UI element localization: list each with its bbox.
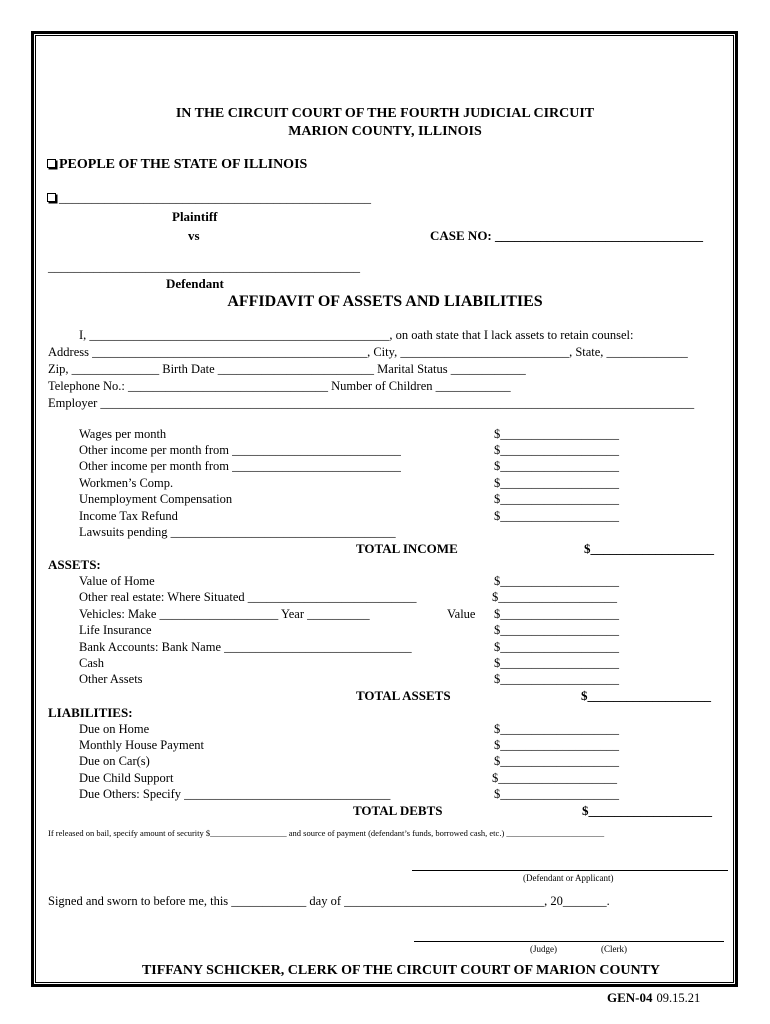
total-assets-field[interactable]: $___________________ <box>581 688 711 703</box>
liability-amount-field[interactable]: $___________________ <box>494 787 619 801</box>
other-plaintiff-field[interactable]: ________________________________________________ <box>59 190 371 205</box>
asset-amount-field[interactable]: $___________________ <box>494 623 619 637</box>
income-amount-field[interactable]: $___________________ <box>494 459 619 473</box>
asset-item: Cash <box>79 656 104 670</box>
asset-amount-field[interactable]: $___________________ <box>494 672 619 686</box>
people-label: PEOPLE OF THE STATE OF ILLINOIS <box>59 157 308 172</box>
assets-heading: ASSETS: <box>48 557 101 572</box>
asset-amount-field[interactable]: $___________________ <box>494 574 619 588</box>
oath-line[interactable]: I, ________________________________________________, on oath state that I lack assets to retain counsel: <box>79 328 634 342</box>
liabilities-heading: LIABILITIES: <box>48 705 133 720</box>
liability-item: Monthly House Payment <box>79 738 204 752</box>
defendant-signature-line[interactable] <box>412 870 728 871</box>
vs-label: vs <box>188 228 200 243</box>
form-date: 09.15.21 <box>656 991 701 1005</box>
asset-item[interactable]: Bank Accounts: Bank Name ______________________________ <box>79 640 412 654</box>
judge-signature-line[interactable] <box>414 941 724 942</box>
defendant-field[interactable]: ________________________________________________ <box>48 259 360 274</box>
income-amount-field[interactable]: $___________________ <box>494 492 619 506</box>
total-income-field[interactable]: $___________________ <box>584 541 714 556</box>
liability-amount-field[interactable]: $___________________ <box>492 771 617 785</box>
income-item: Unemployment Compensation <box>79 492 233 506</box>
asset-item: Life Insurance <box>79 623 152 637</box>
checkbox-people[interactable] <box>47 159 56 168</box>
clerk-footer: TIFFANY SCHICKER, CLERK OF THE CIRCUIT COURT OF MARION COUNTY <box>141 963 661 978</box>
court-heading: IN THE CIRCUIT COURT OF THE FOURTH JUDICIAL CIRCUIT <box>175 106 595 121</box>
income-amount-field[interactable]: $___________________ <box>494 476 619 490</box>
asset-amount-field[interactable]: $___________________ <box>492 590 617 604</box>
liability-item: Due on Home <box>79 722 150 736</box>
form-id <box>607 989 700 1007</box>
county-heading: MARION COUNTY, ILLINOIS <box>288 124 482 139</box>
liability-item: Due Child Support <box>79 771 174 785</box>
telephone-line[interactable]: Telephone No.: ________________________________ Number of Children ____________ <box>48 379 511 393</box>
income-amount-field[interactable]: $___________________ <box>494 427 619 441</box>
asset-item[interactable]: Other real estate: Where Situated ___________________________ <box>79 590 417 604</box>
asset-item: Other Assets <box>79 672 143 686</box>
zip-line[interactable]: Zip, ______________ Birth Date _________________________ Marital Status ____________ <box>48 362 526 376</box>
address-line[interactable]: Address ____________________________________________, City, ___________________________, State, _____________ <box>48 345 688 359</box>
liability-item[interactable]: Due Others: Specify _________________________________ <box>79 787 391 801</box>
income-item[interactable]: Other income per month from ___________________________ <box>79 443 401 457</box>
liability-amount-field[interactable]: $___________________ <box>494 738 619 752</box>
defendant-label: Defendant <box>166 276 224 291</box>
judge-caption: (Judge) <box>530 944 557 954</box>
liability-amount-field[interactable]: $___________________ <box>494 754 619 768</box>
plaintiff-label: Plaintiff <box>172 209 218 224</box>
liability-amount-field[interactable]: $___________________ <box>494 722 619 736</box>
total-income-label: TOTAL INCOME <box>356 541 458 556</box>
asset-amount-field[interactable]: $___________________ <box>494 640 619 654</box>
income-amount-field[interactable]: $___________________ <box>494 443 619 457</box>
defendant-caption: (Defendant or Applicant) <box>523 873 614 883</box>
vehicle-value-label: Value <box>447 607 476 621</box>
sworn-line[interactable]: Signed and sworn to before me, this ____________ day of ________________________________, 20_______. <box>48 894 610 908</box>
income-amount-field[interactable]: $___________________ <box>494 509 619 523</box>
asset-item[interactable]: Vehicles: Make ___________________ Year __________ <box>79 607 370 621</box>
income-item: Wages per month <box>79 427 167 441</box>
bail-note[interactable]: If released on bail, specify amount of security $__________________ and source of payment (defendant’s funds, borrowed cash, etc.) _______________________ <box>48 828 605 838</box>
other-plaintiff-option[interactable] <box>47 190 371 206</box>
document-title: AFFIDAVIT OF ASSETS AND LIABILITIES <box>227 293 543 310</box>
case-number-field[interactable]: CASE NO: ________________________________ <box>430 228 704 243</box>
total-assets-label: TOTAL ASSETS <box>356 688 451 703</box>
clerk-caption: (Clerk) <box>601 944 627 954</box>
total-debts-label: TOTAL DEBTS <box>353 803 443 818</box>
employer-line[interactable]: Employer _______________________________________________________________________________________________ <box>48 396 695 410</box>
income-item[interactable]: Lawsuits pending ____________________________________ <box>79 525 396 539</box>
income-item: Workmen’s Comp. <box>79 476 174 490</box>
asset-item: Value of Home <box>79 574 155 588</box>
asset-amount-field[interactable]: $___________________ <box>494 607 619 621</box>
income-item[interactable]: Other income per month from ___________________________ <box>79 459 401 473</box>
total-debts-field[interactable]: $___________________ <box>582 803 712 818</box>
people-option[interactable] <box>47 157 307 173</box>
form-code: GEN-04 <box>607 990 653 1005</box>
asset-amount-field[interactable]: $___________________ <box>494 656 619 670</box>
income-item: Income Tax Refund <box>79 509 178 523</box>
liability-item: Due on Car(s) <box>79 754 150 768</box>
checkbox-other-plaintiff[interactable] <box>47 193 56 202</box>
